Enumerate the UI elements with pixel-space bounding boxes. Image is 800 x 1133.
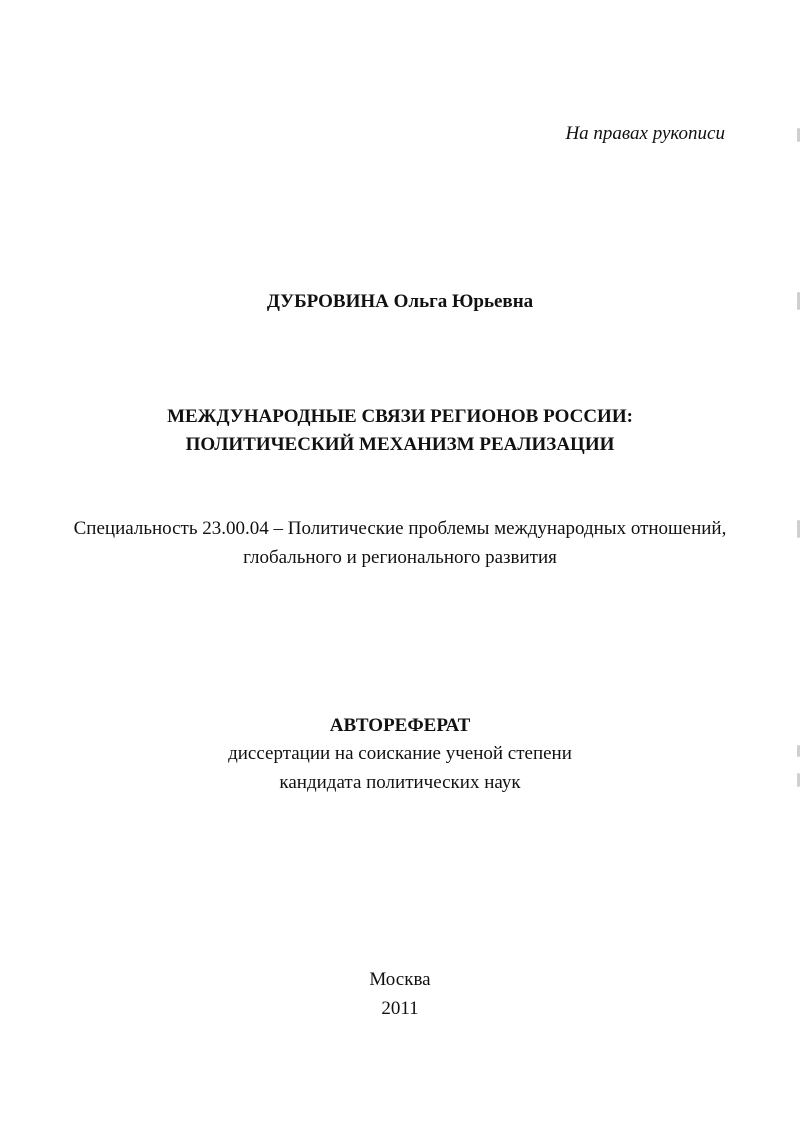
specialty-line-2: глобального и регионального развития — [243, 547, 557, 568]
author-name: ДУБРОВИНА Ольга Юрьевна — [266, 291, 534, 312]
dissertation-title-line-2: ПОЛИТИЧЕСКИЙ МЕХАНИЗМ РЕАЛИЗАЦИИ — [185, 434, 615, 455]
dissertation-title-line-1: МЕЖДУНАРОДНЫЕ СВЯЗИ РЕГИОНОВ РОССИИ: — [167, 406, 633, 427]
publication-city: Москва — [369, 969, 431, 990]
manuscript-rights-note: На правах рукописи — [565, 123, 725, 144]
publication-year: 2011 — [381, 998, 419, 1019]
abstract-description-line-2: кандидата политических наук — [279, 772, 521, 793]
abstract-description-line-1: диссертации на соискание ученой степени — [228, 743, 572, 764]
abstract-heading: АВТОРЕФЕРАТ — [329, 715, 471, 736]
specialty-line-1: Специальность 23.00.04 – Политические проблемы международных отношений, — [73, 518, 727, 539]
